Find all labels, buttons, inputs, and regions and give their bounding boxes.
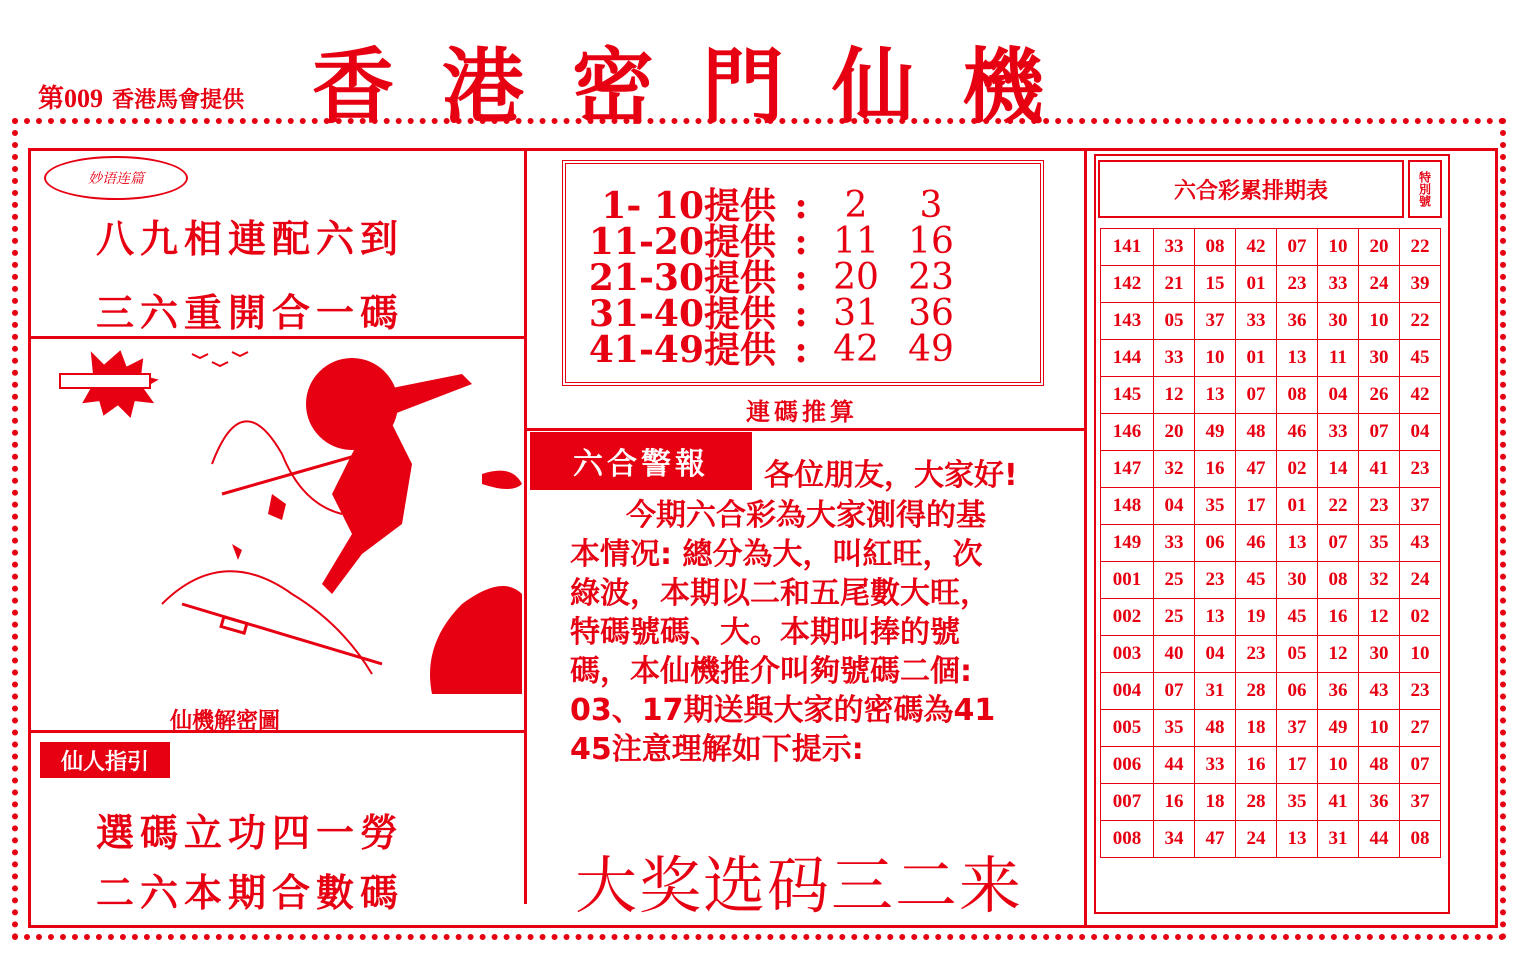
number-cell: 24 xyxy=(1359,266,1400,303)
number-cell: 37 xyxy=(1277,710,1318,747)
table-row xyxy=(1101,303,1441,340)
number-cell: 24 xyxy=(1400,562,1441,599)
number-cell: 20 xyxy=(1359,229,1400,266)
number-cell: 35 xyxy=(1277,784,1318,821)
alert-greeting: 各位朋友，大家好! xyxy=(764,458,1018,493)
number-cell: 43 xyxy=(1359,673,1400,710)
number-cell: 18 xyxy=(1236,710,1277,747)
range-row xyxy=(566,329,976,371)
number-cell: 45 xyxy=(1236,562,1277,599)
table-row xyxy=(1101,710,1441,747)
number-cell: 37 xyxy=(1400,784,1441,821)
number-cell: 36 xyxy=(1359,784,1400,821)
number-cell: 45 xyxy=(1277,599,1318,636)
number-cell: 39 xyxy=(1400,266,1441,303)
number-cell: 17 xyxy=(1236,488,1277,525)
number-cell: 23 xyxy=(1359,488,1400,525)
number-cell: 04 xyxy=(1400,414,1441,451)
table-row xyxy=(1101,525,1441,562)
range-list xyxy=(566,185,976,371)
number-cell: 10 xyxy=(1318,229,1359,266)
number-cell: 47 xyxy=(1236,451,1277,488)
table-row xyxy=(1101,266,1441,303)
number-cell: 46 xyxy=(1277,414,1318,451)
number-cell: 13 xyxy=(1277,340,1318,377)
number-cell: 30 xyxy=(1318,303,1359,340)
number-cell: 33 xyxy=(1318,414,1359,451)
number-cell: 32 xyxy=(1154,451,1195,488)
number-cell: 32 xyxy=(1359,562,1400,599)
number-cell: 17 xyxy=(1277,747,1318,784)
history-title: 六合彩累排期表 xyxy=(1098,160,1404,218)
number-cell: 37 xyxy=(1400,488,1441,525)
range-label: 1- 10提供 xyxy=(601,185,776,227)
verse1-line2: 三六重開合一碼 xyxy=(96,291,405,335)
number-cell: 36 xyxy=(1277,303,1318,340)
range-label: 41-49提供 xyxy=(588,329,776,371)
number-cell: 26 xyxy=(1359,377,1400,414)
period-cell: 149 xyxy=(1101,525,1154,562)
number-cell: 13 xyxy=(1195,599,1236,636)
history-table xyxy=(1100,228,1441,858)
number-cell: 28 xyxy=(1236,673,1277,710)
number-cell: 10 xyxy=(1318,747,1359,784)
number-cell: 23 xyxy=(1195,562,1236,599)
warrior-illustration-icon xyxy=(42,344,522,704)
number-cell: 23 xyxy=(1400,451,1441,488)
verse2-line1: 選碼立功四一勞 xyxy=(96,811,405,855)
oval-badge: 妙语连篇 xyxy=(44,156,188,200)
table-row xyxy=(1101,673,1441,710)
alert-line: 今期六合彩為大家測得的基 xyxy=(626,498,986,533)
number-cell: 33 xyxy=(1318,266,1359,303)
range-row xyxy=(566,293,976,335)
number-cell: 42 xyxy=(1236,229,1277,266)
period-cell: 004 xyxy=(1101,673,1154,710)
number-cell: 05 xyxy=(1277,636,1318,673)
period-cell: 001 xyxy=(1101,562,1154,599)
number-cell: 31 xyxy=(1195,673,1236,710)
illustration xyxy=(42,344,522,704)
number-cell: 08 xyxy=(1318,562,1359,599)
period-cell: 141 xyxy=(1101,229,1154,266)
number-cell: 22 xyxy=(1400,303,1441,340)
period-cell: 143 xyxy=(1101,303,1154,340)
number-cell: 11 xyxy=(1318,340,1359,377)
number-cell: 44 xyxy=(1154,747,1195,784)
range-colon: : xyxy=(794,221,808,263)
history-table-wrap xyxy=(1100,228,1441,858)
number-cell: 08 xyxy=(1400,821,1441,858)
number-cell: 12 xyxy=(1154,377,1195,414)
table-row xyxy=(1101,599,1441,636)
number-cell: 04 xyxy=(1195,636,1236,673)
number-cell: 07 xyxy=(1277,229,1318,266)
number-cell: 10 xyxy=(1359,710,1400,747)
table-row xyxy=(1101,488,1441,525)
number-cell: 01 xyxy=(1236,340,1277,377)
number-cell: 08 xyxy=(1277,377,1318,414)
number-cell: 49 xyxy=(1318,710,1359,747)
number-cell: 23 xyxy=(1400,673,1441,710)
period-cell: 144 xyxy=(1101,340,1154,377)
number-cell: 13 xyxy=(1277,525,1318,562)
number-cell: 19 xyxy=(1236,599,1277,636)
issue-label xyxy=(38,78,244,115)
number-cell: 46 xyxy=(1236,525,1277,562)
number-cell: 42 xyxy=(1400,377,1441,414)
range-value-a: 2 xyxy=(844,185,868,226)
range-value-b: 23 xyxy=(908,257,954,298)
number-cell: 07 xyxy=(1318,525,1359,562)
number-cell: 33 xyxy=(1236,303,1277,340)
number-cell: 36 xyxy=(1318,673,1359,710)
number-cell: 01 xyxy=(1236,266,1277,303)
alert-line: 本情况: 總分為大，叫紅旺，次 xyxy=(570,537,983,572)
number-cell: 44 xyxy=(1359,821,1400,858)
range-value-b: 3 xyxy=(919,185,943,226)
issue-prefix: 第 xyxy=(38,84,65,114)
number-cell: 15 xyxy=(1195,266,1236,303)
number-cell: 27 xyxy=(1400,710,1441,747)
verse2-line2: 二六本期合數碼 xyxy=(96,871,405,915)
table-row xyxy=(1101,377,1441,414)
issue-number: 009 xyxy=(64,84,104,113)
number-cell: 43 xyxy=(1400,525,1441,562)
slogan: 大奖选码三二来 xyxy=(575,849,1024,922)
period-cell: 146 xyxy=(1101,414,1154,451)
alert-badge: 六合警報 xyxy=(530,432,752,490)
number-cell: 33 xyxy=(1154,525,1195,562)
number-cell: 47 xyxy=(1195,821,1236,858)
number-cell: 37 xyxy=(1195,303,1236,340)
number-cell: 25 xyxy=(1154,562,1195,599)
number-cell: 45 xyxy=(1400,340,1441,377)
provider-label: 香港馬會提供 xyxy=(112,87,245,113)
number-cell: 30 xyxy=(1359,636,1400,673)
alert-line: 碼，本仙機推介叫夠號碼二個: xyxy=(570,654,972,689)
range-value-a: 20 xyxy=(833,257,879,298)
number-cell: 31 xyxy=(1318,821,1359,858)
range-label: 11-20提供 xyxy=(588,221,776,263)
number-cell: 16 xyxy=(1236,747,1277,784)
alert-line: 03、17期送與大家的密碼為41 xyxy=(570,693,996,728)
number-cell: 41 xyxy=(1318,784,1359,821)
history-side-label: 特別號 xyxy=(1408,160,1442,218)
period-cell: 008 xyxy=(1101,821,1154,858)
number-cell: 35 xyxy=(1359,525,1400,562)
number-cell: 06 xyxy=(1277,673,1318,710)
number-cell: 48 xyxy=(1236,414,1277,451)
number-cell: 23 xyxy=(1236,636,1277,673)
range-value-a: 31 xyxy=(833,293,879,334)
divider-middle xyxy=(526,428,1086,431)
number-cell: 24 xyxy=(1236,821,1277,858)
range-row xyxy=(566,257,976,299)
range-caption: 連碼推算 xyxy=(746,398,858,426)
number-cell: 16 xyxy=(1154,784,1195,821)
period-cell: 005 xyxy=(1101,710,1154,747)
range-row xyxy=(566,185,976,227)
number-cell: 49 xyxy=(1195,414,1236,451)
number-cell: 16 xyxy=(1195,451,1236,488)
divider-right xyxy=(1084,150,1087,926)
range-label: 21-30提供 xyxy=(588,257,776,299)
number-cell: 10 xyxy=(1359,303,1400,340)
number-cell: 22 xyxy=(1318,488,1359,525)
table-row xyxy=(1101,451,1441,488)
range-colon: : xyxy=(794,293,808,335)
number-cell: 06 xyxy=(1195,525,1236,562)
number-cell: 22 xyxy=(1400,229,1441,266)
number-cell: 28 xyxy=(1236,784,1277,821)
number-cell: 35 xyxy=(1195,488,1236,525)
range-value-b: 36 xyxy=(908,293,954,334)
number-cell: 41 xyxy=(1359,451,1400,488)
number-cell: 18 xyxy=(1195,784,1236,821)
number-cell: 14 xyxy=(1318,451,1359,488)
image-caption: 仙機解密圖 xyxy=(170,709,281,734)
divider-left xyxy=(524,150,527,904)
table-row xyxy=(1101,821,1441,858)
number-cell: 05 xyxy=(1154,303,1195,340)
range-colon: : xyxy=(794,329,808,371)
range-value-a: 11 xyxy=(833,221,879,262)
period-cell: 007 xyxy=(1101,784,1154,821)
number-cell: 33 xyxy=(1154,229,1195,266)
number-cell: 33 xyxy=(1154,340,1195,377)
number-cell: 12 xyxy=(1318,636,1359,673)
number-cell: 33 xyxy=(1195,747,1236,784)
table-row xyxy=(1101,784,1441,821)
number-cell: 07 xyxy=(1236,377,1277,414)
range-value-b: 16 xyxy=(908,221,954,262)
table-row xyxy=(1101,562,1441,599)
range-colon: : xyxy=(794,185,808,227)
period-cell: 006 xyxy=(1101,747,1154,784)
number-cell: 07 xyxy=(1359,414,1400,451)
number-cell: 34 xyxy=(1154,821,1195,858)
number-cell: 10 xyxy=(1195,340,1236,377)
number-cell: 23 xyxy=(1277,266,1318,303)
verse1-line1: 八九相連配六到 xyxy=(96,217,405,261)
alert-line: 綠波，本期以二和五尾數大旺， xyxy=(570,576,990,611)
number-cell: 07 xyxy=(1154,673,1195,710)
number-cell: 02 xyxy=(1400,599,1441,636)
number-cell: 21 xyxy=(1154,266,1195,303)
number-cell: 08 xyxy=(1195,229,1236,266)
range-value-a: 42 xyxy=(833,329,879,370)
alert-line: 特碼號碼、大。本期叫捧的號 xyxy=(570,615,960,650)
number-cell: 07 xyxy=(1400,747,1441,784)
number-cell: 20 xyxy=(1154,414,1195,451)
number-cell: 04 xyxy=(1318,377,1359,414)
table-row xyxy=(1101,414,1441,451)
number-cell: 48 xyxy=(1195,710,1236,747)
range-colon: : xyxy=(794,257,808,299)
period-cell: 003 xyxy=(1101,636,1154,673)
number-cell: 35 xyxy=(1154,710,1195,747)
table-row xyxy=(1101,229,1441,266)
number-cell: 48 xyxy=(1359,747,1400,784)
range-label: 31-40提供 xyxy=(588,293,776,335)
number-cell: 30 xyxy=(1277,562,1318,599)
number-cell: 01 xyxy=(1277,488,1318,525)
number-cell: 13 xyxy=(1277,821,1318,858)
number-cell: 30 xyxy=(1359,340,1400,377)
period-cell: 145 xyxy=(1101,377,1154,414)
table-row xyxy=(1101,636,1441,673)
page-title: 香港密門仙機 xyxy=(312,40,1093,135)
period-cell: 148 xyxy=(1101,488,1154,525)
number-cell: 40 xyxy=(1154,636,1195,673)
alert-line: 45注意理解如下提示: xyxy=(570,732,864,767)
number-cell: 02 xyxy=(1277,451,1318,488)
number-cell: 04 xyxy=(1154,488,1195,525)
table-row xyxy=(1101,747,1441,784)
number-cell: 25 xyxy=(1154,599,1195,636)
range-value-b: 49 xyxy=(908,329,954,370)
number-cell: 10 xyxy=(1400,636,1441,673)
alert-body xyxy=(570,496,1070,769)
number-cell: 16 xyxy=(1318,599,1359,636)
number-cell: 12 xyxy=(1359,599,1400,636)
guide-badge: 仙人指引 xyxy=(40,742,170,778)
number-cell: 13 xyxy=(1195,377,1236,414)
period-cell: 002 xyxy=(1101,599,1154,636)
period-cell: 147 xyxy=(1101,451,1154,488)
range-row xyxy=(566,221,976,263)
table-row xyxy=(1101,340,1441,377)
period-cell: 142 xyxy=(1101,266,1154,303)
